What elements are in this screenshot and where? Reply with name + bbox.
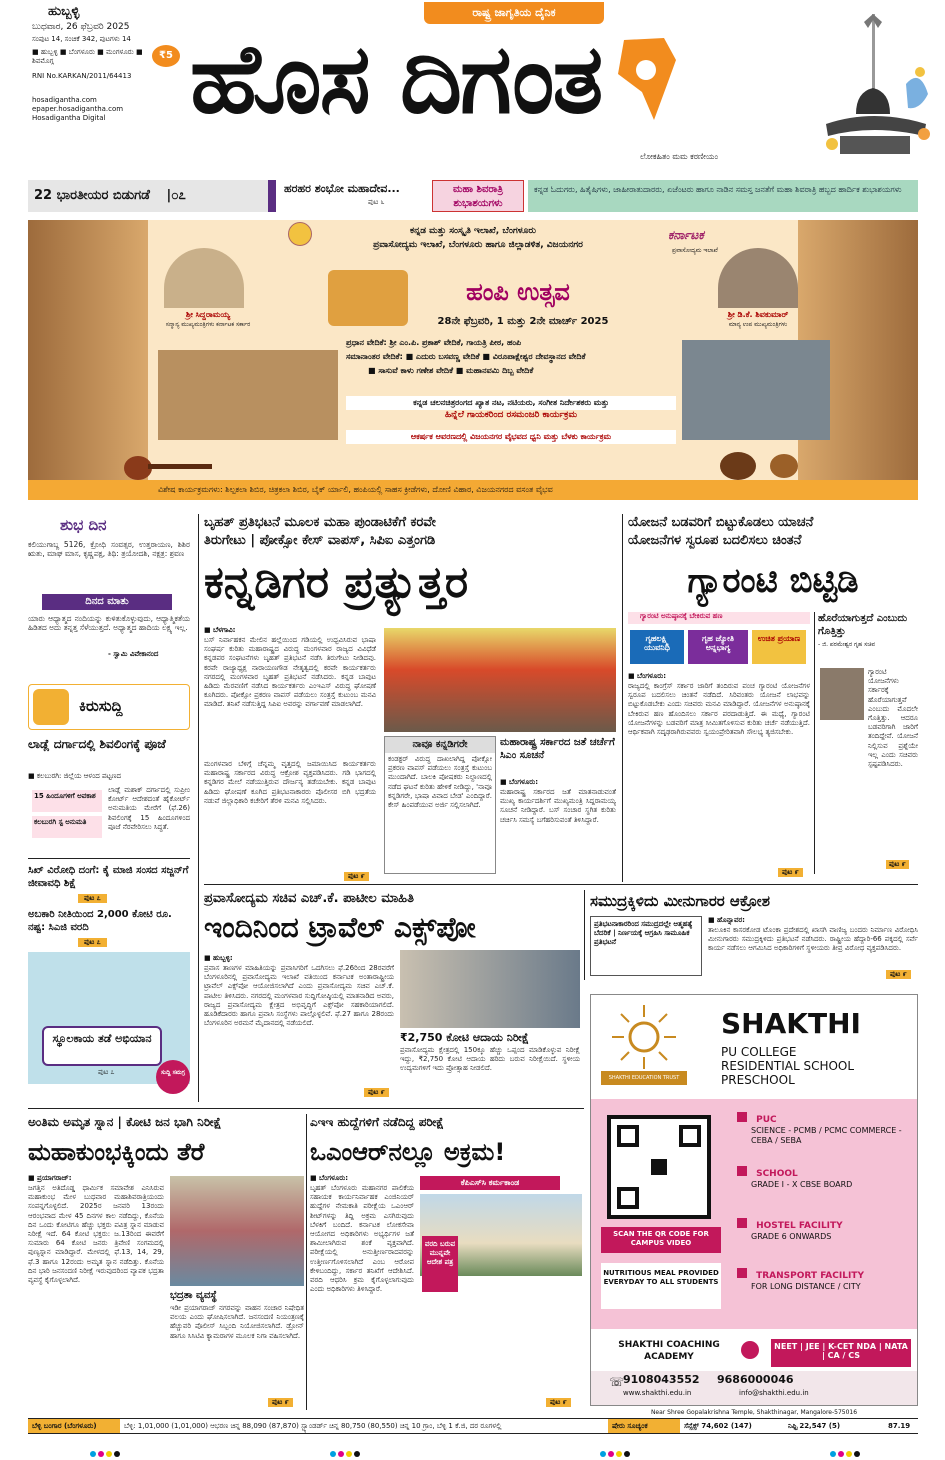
registration-marks <box>90 1442 122 1460</box>
transport-title: TRANSPORT FACILITY <box>756 1271 864 1281</box>
box-title: ನಾವೂ ಕನ್ನಡಿಗರೇ <box>385 737 495 753</box>
guarantee-logos <box>628 626 810 668</box>
kumbh-headline[interactable]: ಮಹಾಕುಂಭಕ್ಕಿಂದು ತೆರೆ <box>28 1138 205 1166</box>
travel-dateline: ■ ಹುಬ್ಬಳ್ಳಿ: <box>204 954 233 962</box>
omr-body2 <box>464 1280 582 1400</box>
kirusuddi-title: ಕಿರುಸುದ್ದಿ <box>79 697 123 715</box>
phone2[interactable]: 9686000046 <box>717 1373 794 1386</box>
banner-dept2: ಪ್ರವಾಸೋದ್ಯಮ ಇಲಾಖೆ, ಬೆಂಗಳೂರು ಹಾಗೂ ಜಿಲ್ಲಾಡಳಿತ, ವಿಜಯನಗರ <box>373 240 583 250</box>
check-icon <box>737 1166 747 1176</box>
omr-kicker: ಎಇಇ ಹುದ್ದೆಗಳಿಗೆ ನಡೆದಿದ್ದ ಪರೀಕ್ಷೆ <box>310 1115 444 1129</box>
shakthi-line3: PRESCHOOL <box>721 1073 795 1087</box>
lead-headline[interactable]: ಕನ್ನಡಿಗರ ಪ್ರತ್ಯುತ್ತರ <box>204 557 469 608</box>
stage-main: ಪ್ರಧಾನ ವೇದಿಕೆ: ಶ್ರೀ ಎಂ.ಪಿ. ಪ್ರಕಾಶ್ ವೇದಿಕೆ, ಗಾಯತ್ರಿ ಪೀಠ, ಹಂಪಿ <box>346 338 522 347</box>
shivalinga-icon <box>816 14 936 164</box>
rni: RNI No.KARKAN/2011/64413 <box>32 72 132 80</box>
shakthi-logo <box>601 1001 687 1087</box>
brand-logo: ಕರ್ನಾಟಕ <box>668 228 704 242</box>
logo-gruhalakshmi <box>630 630 684 664</box>
kirusuddi-box <box>28 684 190 730</box>
hostel-text: GRADE 6 ONWARDS <box>751 1232 832 1241</box>
travel-body: ಪ್ರವಾಸ ತಾಣಗಳ ಮಾಹಿತಿಯನ್ನು ಪ್ರವಾಸಿಗರಿಗೆ ಒದಗಿಸಲು ಫೆ.26ರಿಂದ 28ರವರೆಗೆ ಬೆಂಗಳೂರಿನಲ್ಲಿ ಪ್ರವಾಸೋದ್ಯಮ ಇಲಾಖೆ ವತಿಯಿಂದ ಕರ್ನಾಟಕ ಅಂತಾರಾಷ್ಟ್ರೀಯ ಟ್ರಾವೆಲ್ ಎಕ್ಸ್‌ಪೋ ಆಯೋಜಿಸಲಾಗಿದೆ ಎಂದು ಪ್ರವಾಸೋದ್ಯಮ ಸಚಿವ ಎಚ್.ಕೆ. ಪಾಟೀಲ ತಿಳಿಸಿದರು. ನಗರದಲ್ಲಿ ಮಂಗಳವಾರ ಸುದ್ದಿಗೋಷ್ಠಿಯಲ್ಲಿ ಮಾತನಾಡಿದ ಅವರು, ರಾಜ್ಯದ ಪ್ರವಾಸೋದ್ಯಮ ಕ್ಷೇತ್ರದ ಅಭಿವೃದ್ಧಿಗೆ ಎಕ್ಸ್‌ಪೋ ಸಹಕಾರಿಯಾಗಲಿದೆ. ಹೂಡಿಕೆದಾರರು ಹಾಗೂ ಪ್ರವಾಸಿ ಸಂಸ್ಥೆಗಳು ಪಾಲ್ಗೊಳ್ಳಲಿವೆ. ಫೆ.27 ಹಾಗೂ 28ರಂದು ಬೆಂಗಳೂರಿನ ಅರಮನೆ ಮೈದಾನದಲ್ಲಿ ನಡೆಯಲಿದೆ. <box>204 964 394 1028</box>
market-footer <box>28 1418 918 1434</box>
web-link[interactable]: www.shakthi.edu.in <box>623 1389 692 1397</box>
ticker-left-page: |೦೭ <box>166 188 186 203</box>
fest-dates: 28ನೇ ಫೆಬ್ರವರಿ, 1 ಮತ್ತು 2ನೇ ಮಾರ್ಚ್ 2025 <box>437 316 609 327</box>
phone1[interactable]: 9108043552 <box>623 1373 700 1386</box>
left-column <box>28 514 194 1102</box>
arrow-icon <box>741 1341 759 1359</box>
side-title: ಹೊರೆಯಾಗುತ್ತದೆ ಎಂಬುದು ಗೊತ್ತಿತ್ತು <box>818 613 908 637</box>
protest-photo <box>384 628 616 732</box>
kumbh-dateline: ■ ಪ್ರಯಾಗರಾಜ್: <box>28 1174 72 1182</box>
side-cont[interactable]: ಪುಟ ೯ <box>886 860 909 869</box>
obesity-title: ಸ್ಥೂಲಕಾಯ ತಡೆ ಅಭಿಯಾನ <box>42 1026 162 1066</box>
sun-logo-icon <box>601 1001 687 1071</box>
dcm-name: ಶ್ರೀ ಡಿ.ಕೆ. ಶಿವಕುಮಾರ್ <box>727 310 789 319</box>
kumbh-photo <box>170 1176 304 1286</box>
shakthi-line1: PU COLLEGE <box>721 1045 797 1059</box>
price-badge: ₹5 <box>152 45 180 67</box>
share-label: ಷೇರು ಸೂಚ್ಯಂಕ <box>608 1419 680 1433</box>
banner-dept: ಕನ್ನಡ ಮತ್ತು ಸಂಸ್ಕೃತಿ ಇಲಾಖೆ, ಬೆಂಗಳೂರು <box>410 226 536 236</box>
column-rule <box>584 890 585 980</box>
puc-text: SCIENCE - PCMB / PCMC COMMERCE - CEBA / SEBA <box>751 1126 902 1145</box>
fest-title: ಹಂಪಿ ಉತ್ಸವ <box>466 278 570 306</box>
shakthi-info-panel <box>591 1099 917 1329</box>
omr-cont[interactable]: ಪುಟ ೯ <box>546 1398 571 1407</box>
revenue-box <box>400 1030 580 1096</box>
travel-expo-story <box>204 890 580 1102</box>
fishermen-cont[interactable]: ಪುಟ ೯ <box>886 970 911 979</box>
guarantee-strip: ಗ್ಯಾರಂಟಿ ಅನುಷ್ಠಾನಕ್ಕೆ ಬೇಕಿರುವ ಹಣ <box>628 612 810 624</box>
website[interactable]: hosadigantha.com <box>32 96 97 104</box>
quote-text: ಯಾರು ಆಧ್ಯಾತ್ಮದ ನಂದಿಯನ್ನು ಕುಳಿತುಕೊಳ್ಳುವುದು, ಆಧ್ಯಾತ್ಮಿಕತೆಯ ಹಿಡಿತದ ಅದು ತನ್ನತ್ತ ಸೆಳೆಯುತ್ತದೆ. ಅಧ್ಯಾತ್ಮದ ಹಾದಿಯ ಲಕ್ಷ್ಯ ಇಲ್ಲ. <box>28 614 190 633</box>
omr-dateline: ■ ಬೆಂಗಳೂರು: <box>310 1174 348 1182</box>
side-by: - ಜಿ. ಪರಮೇಶ್ವರ ಗೃಹ ಸಚಿವ <box>818 641 876 648</box>
guarantee-kicker1: ಯೋಜನೆ ಬಡವರಿಗೆ ಬಿಟ್ಟುಕೊಡಲು ಯಾಚನೆ <box>628 515 814 530</box>
trust-label: SHAKTHI EDUCATION TRUST <box>601 1071 687 1085</box>
security-title: ಭದ್ರತಾ ವ್ಯವಸ್ಥೆ <box>170 1290 217 1301</box>
motto: ಲೋಕಹಿತಂ ಮಮ ಕರಣೀಯಂ <box>640 152 719 161</box>
lead-cont[interactable]: ಪುಟ ೯ <box>344 872 369 881</box>
parameshwar-photo <box>820 668 864 720</box>
ticker-mid-page: ಪುಟ ೬ <box>368 198 385 206</box>
transport-item <box>737 1263 913 1292</box>
logo3-text: ಗೃಹ ಜ್ಯೋತಿ <box>701 634 735 643</box>
guarantee-story <box>628 514 918 882</box>
city: ಹುಬ್ಬಳ್ಳಿ <box>48 4 80 19</box>
cm-directive-box <box>500 736 616 874</box>
naavu-kannadigare-box <box>384 736 496 874</box>
security-box <box>170 1290 304 1406</box>
shakthi-address: Near Shree Gopalakrishna Temple, Shakthinagar, Mangalore-575016 <box>650 1409 858 1416</box>
fishermen-headline[interactable]: ಸಮುದ್ರಕ್ಕಿಳಿದು ಮೀನುಗಾರರ ಆಕ್ರೋಶ <box>590 892 770 910</box>
dinada-maatu-title: ದಿನದ ಮಾತು <box>42 594 172 610</box>
hostel-item <box>737 1213 913 1242</box>
press-meet-photo <box>400 950 580 1028</box>
shakthi-name: SHAKTHI <box>721 1007 861 1040</box>
registration-marks <box>600 1442 632 1460</box>
tagline-top: ರಾಷ್ಟ್ರ ಜಾಗೃತಿಯ ದೈನಿಕ <box>424 2 604 24</box>
karnataka-emblem-icon <box>288 222 312 246</box>
shakthi-line2: RESIDENTIAL SCHOOL <box>721 1059 855 1073</box>
riot-headline[interactable]: ಸಿಖ್ ವಿರೋಧಿ ದಂಗೆ: ಕೈ ಮಾಜಿ ಸಂಸದ ಸಜ್ಜನ್‌ಗೆ ಜೀವಾವಧಿ ಶಿಕ್ಷೆ <box>28 865 189 889</box>
temple-image <box>158 350 338 440</box>
email-link[interactable]: info@shakthi.edu.in <box>739 1389 809 1397</box>
ticker-mid[interactable]: ಹರಹರ ಶಂಭೋ ಮಹಾದೇವ... <box>284 182 400 195</box>
guarantee-cont[interactable]: ಪುಟ ೯ <box>778 868 803 877</box>
fishermen-body: ತಾಲೂಕಿನ ಕಾಸರಕೋಡ ಟೊಂಕಾ ಪ್ರದೇಶದಲ್ಲಿ ಖಾಸಗಿ ವಾಣಿಜ್ಯ ಬಂದರು ನಿರ್ಮಾಣ ವಿರೋಧಿಸಿ ಮೀನುಗಾರರು ಸಮುದ್ರಕ್ಕಿಳಿದು ಪ್ರತಿಭಟನೆ ನಡೆಸಿದರು. ರಾಷ್ಟ್ರೀಯ ಹೆದ್ದಾರಿ-66 ಪಕ್ಕದಲ್ಲಿ ಸರ್ವೆ ಕಾರ್ಯ ನಡೆಸಲು ಆಗಮಿಸಿದ ಅಧಿಕಾರಿಗಳಿಗೆ ಸ್ಥಳೀಯರು ತೀವ್ರ ವಿರೋಧ ವ್ಯಕ್ತಪಡಿಸಿದರು. <box>708 926 918 953</box>
parameshwar-box <box>818 612 918 874</box>
omr-body: ಬೃಹತ್ ಬೆಂಗಳೂರು ಮಹಾನಗರ ಪಾಲಿಕೆಯ ಸಹಾಯಕ ಕಾರ್ಯನಿರ್ವಾಹಕ ಎಂಜಿನಿಯರ್ ಹುದ್ದೆಗಳ ನೇಮಕಾತಿ ಪರೀಕ್ಷೆಯ ಒಎಂಆರ್ ಶೀಟ್‌ಗಳನ್ನು ತಿದ್ದಿ ಅಕ್ರಮ ಎಸಗಿರುವುದು ಬೆಳಕಿಗೆ ಬಂದಿದೆ. ಕರ್ನಾಟಕ ಲೋಕಸೇವಾ ಆಯೋಗದ ಅಧಿಕಾರಿಗಳು ಅಭ್ಯರ್ಥಿಗಳ ಜತೆ ಶಾಮೀಲಾಗಿರುವ ಶಂಕೆ ವ್ಯಕ್ತವಾಗಿದೆ. ಪರೀಕ್ಷೆಯಲ್ಲಿ ಅನುತ್ತೀರ್ಣರಾದವರನ್ನು ಉತ್ತೀರ್ಣಗೊಳಿಸಲಾಗಿದೆ ಎಂಬ ಆರೋಪ ಕೇಳಿಬಂದಿದ್ದು, ಸರ್ಕಾರ ತನಿಖೆಗೆ ಆದೇಶಿಸಿದೆ. ವರದಿ ಆಧರಿಸಿ ಕ್ರಮ ಕೈಗೊಳ್ಳಲಾಗುವುದು ಎಂದು ಅಧಿಕಾರಿಗಳು ತಿಳಿಸಿದ್ದಾರೆ. <box>310 1184 414 1294</box>
kumbh-kicker: ಅಂತಿಮ ಅಮೃತ ಸ್ನಾನ | ಕೋಟಿ ಜನ ಭಾಗಿ ನಿರೀಕ್ಷೆ <box>28 1115 222 1129</box>
hampi-utsav-logo <box>328 270 408 326</box>
stage-parallel: ಸಮಾನಾಂತರ ವೇದಿಕೆ: ■ ಎದುರು ಬಸವಣ್ಣ ವೇದಿಕೆ ■ ವಿರೂಪಾಕ್ಷೇಶ್ವರ ದೇವಸ್ಥಾನದ ವೇದಿಕೆ <box>346 352 586 361</box>
section-rule <box>28 1108 584 1109</box>
column-rule <box>814 612 815 874</box>
cm-photo <box>164 248 244 308</box>
kirusuddi-icon <box>33 689 69 725</box>
shakthi-ad[interactable] <box>590 994 918 1406</box>
guarantee-kicker2: ಯೋಜನೆಗಳ ಸ್ವರೂಪ ಬದಲಿಸಲು ಚಿಂತನೆ <box>628 533 802 548</box>
column-rule <box>198 514 199 1102</box>
kpsc-tag: ಕೆಪಿಎಸ್‌ಸಿ ಕರ್ಮಕಾಂಡ <box>420 1176 560 1190</box>
academy-name: SHAKTHI COACHING ACADEMY <box>618 1340 720 1362</box>
program-line1: ಕನ್ನಡ ಚಲನಚಿತ್ರರಂಗದ ಖ್ಯಾತ ನಟ, ನಟಿಯರು, ಸಂಗೀತ ನಿರ್ದೇಶಕರು ಮತ್ತು <box>346 396 676 410</box>
epaper-link[interactable]: epaper.hosadigantha.com <box>32 105 124 113</box>
excise-headline[interactable]: ಅಬಕಾರಿ ನೀತಿಯಿಂದ 2,000 ಕೋಟಿ ರೂ. ನಷ್ಟ: ಸಿಎಜಿ ವರದಿ <box>28 909 172 933</box>
suddi-samagra-badge: ಸುದ್ದಿ ಸಮಗ್ರ <box>156 1060 190 1094</box>
side-title: ಮಹಾರಾಷ್ಟ್ರ ಸರ್ಕಾರದ ಜತೆ ಚರ್ಚೆಗೆ ಸಿಎಂ ಸೂಚನೆ <box>500 737 615 761</box>
issue: ಸಂಪುಟ 14, ಸಂಚಿಕೆ 342, ಪುಟಗಳು 14 <box>32 35 131 43</box>
lead-body2: ಮಂಗಳವಾರ ಬೆಳಿಗ್ಗೆ ಚೆನ್ನಮ್ಮ ವೃತ್ತದಲ್ಲಿ ಜಮಾಯಿಸಿದ ಕಾರ್ಯಕರ್ತರು ಮಹಾರಾಷ್ಟ್ರ ಸರ್ಕಾರದ ವಿರುದ್ಧ ಆಕ್ರೋಶ ವ್ಯಕ್ತಪಡಿಸಿದರು. ಗಡಿ ಭಾಗದಲ್ಲಿ ಕನ್ನಡಿಗರ ಮೇಲೆ ನಡೆಯುತ್ತಿರುವ ದೌರ್ಜನ್ಯ ತಡೆಯಬೇಕು. ಕನ್ನಡ ಬಾವುಟ ಹಿಡಿದು ಘೋಷಣೆ ಕೂಗಿದ ಪ್ರತಿಭಟನಾಕಾರರು ಪೊಲೀಸರ ಬಿಗಿ ಭದ್ರತೆಯ ನಡುವೆ ಜಿಲ್ಲಾಧಿಕಾರಿ ಕಚೇರಿಗೆ ತೆರಳಿ ಮನವಿ ಸಲ್ಲಿಸಿದರು. <box>204 760 376 805</box>
kiru-box1: 15 ಹಿಂದೂಗಳಿಗೆ ಅವಕಾಶ <box>32 790 102 812</box>
ticker-bar <box>28 180 918 212</box>
dcm-role: ಮಾನ್ಯ ಉಪ ಮುಖ್ಯಮಂತ್ರಿಗಳು <box>728 321 788 328</box>
travel-kicker: ಪ್ರವಾಸೋದ್ಯಮ ಸಚಿವ ಎಚ್.ಕೆ. ಪಾಟೀಲ ಮಾಹಿತಿ <box>204 891 414 906</box>
sitar-icon <box>118 438 218 486</box>
date: ಬುಧವಾರ, 26 ಫೆಬ್ರವರಿ 2025 <box>32 22 130 32</box>
lead-kicker2: ತಿರುಗೇಟು | ಪೋಕ್ಸೋ ಕೇಸ್ ವಾಪಸ್, ಸಿಪಿಐ ಎತ್ತಂಗಡಿ <box>204 533 436 548</box>
ticker-left[interactable] <box>28 180 268 212</box>
fishermen-story <box>590 890 918 980</box>
gold-label: ಬೆಳ್ಳಿ ಬಂಗಾರ (ಬೆಂಗಳೂರು) <box>28 1419 120 1433</box>
report-badge: ವರದಿ ಬರುವ ಮುನ್ನವೇ ಆದೇಶ ಪತ್ರ <box>422 1236 458 1292</box>
registration-marks <box>330 1442 362 1460</box>
side-text: ಮಹಾರಾಷ್ಟ್ರ ಸರ್ಕಾರದ ಜತೆ ಮಾತನಾಡುವಂತೆ ಮುಖ್ಯ ಕಾರ್ಯದರ್ಶಿಗೆ ಮುಖ್ಯಮಂತ್ರಿ ಸಿದ್ದರಾಮಯ್ಯ ಸೂಚನೆ ನೀಡಿದ್ದಾರೆ. ಬಸ್ ಸಂಚಾರ ಸ್ಥಗಿತ ಕುರಿತು ಚರ್ಚಿಸಿ ಸಮಸ್ಯೆ ಬಗೆಹರಿಸುವಂತೆ ತಿಳಿಸಿದ್ದಾರೆ. <box>500 788 616 824</box>
puc-title: PUC <box>756 1115 777 1125</box>
travel-headline[interactable]: ಇಂದಿನಿಂದ ಟ್ರಾವೆಲ್ ಎಕ್ಸ್‌ಪೋ <box>204 911 476 944</box>
panchanga-text: ಕಲಿಯುಗಾಬ್ದ 5126, ಕ್ರೋಧಿ ಸಂವತ್ಸರ, ಉತ್ತರಾಯಣ, ಶಿಶಿರ ಋತು, ಮಾಘ ಮಾಸ, ಕೃಷ್ಣಪಕ್ಷ, ತಿಥಿ: ತ್ರಯೋದಶಿ, ನಕ್ಷತ್ರ: ಶ್ರವಣ <box>28 540 190 559</box>
travel-cont[interactable]: ಪುಟ ೯ <box>364 1088 389 1097</box>
dcm-photo <box>718 248 798 308</box>
logo2-text: ಯುವನಿಧಿ <box>644 643 670 652</box>
lead-body1: ಬಸ್ ನಿರ್ವಾಹಕನ ಮೇಲಿನ ಹಲ್ಲೆಯಿಂದ ಗಡಿಯಲ್ಲಿ ಉದ್ಭವಿಸಿರುವ ಭಾಷಾ ಸಂಘರ್ಷ ಕುರಿತು ಮಹಾರಾಷ್ಟ್ರದ ವಿರುದ್ಧ ಮಂಗಳವಾರ ರಾಜ್ಯದ ವಿವಿಧೆಡೆ ಕನ್ನಡಪರ ಸಂಘಟನೆಗಳು ಬೃಹತ್ ಪ್ರತಿಭಟನೆ ನಡೆಸಿ ತಿರುಗೇಟು ನೀಡಿದವು. ಕರವೇ ರಾಜ್ಯಾಧ್ಯಕ್ಷ ನಾರಾಯಣಗೌಡ ನೇತೃತ್ವದಲ್ಲಿ ಕರವೇ ಕಾರ್ಯಕರ್ತರು ನಗರದಲ್ಲಿ ಮಂಗಳವಾರ ಬೃಹತ್ ಪ್ರತಿಭಟನೆ ನಡೆಸಿದರು. ಕನ್ನಡ ಬಾವುಟ ಹಿಡಿದು ಮೆರವಣಿಗೆ ನಡೆಸಿದ ಕಾರ್ಯಕರ್ತರು ಎಂಇಎಸ್ ವಿರುದ್ಧ ಘೋಷಣೆ ಕೂಗಿದರು. ಪೋಕ್ಸೋ ಪ್ರಕರಣ ವಾಪಸ್ ಪಡೆಯಲು ಸಂತ್ರಸ್ತೆ ಕುಟುಂಬ ಮನವಿ ಮಾಡಿದೆ. ತನಿಖೆ ನಡೆಸುತ್ತಿದ್ದ ಸಿಪಿಐ ಅವರನ್ನು ವರ್ಗಾವಣೆ ಮಾಡಲಾಗಿದೆ. <box>204 636 376 709</box>
puc-item <box>737 1107 913 1146</box>
shubha-dina-title: ಶುಭ ದಿನ <box>60 516 107 534</box>
lead-dateline: ■ ಬೆಳಗಾವಿ: <box>204 626 236 634</box>
kumbh-body: ಜಗತ್ತಿನ ಅತಿದೊಡ್ಡ ಧಾರ್ಮಿಕ ಸಮಾವೇಶ ಎನಿಸಿರುವ ಮಹಾಕುಂಭ ಮೇಳ ಬುಧವಾರ ಮಹಾಶಿವರಾತ್ರಿಯಂದು ಸಂಪನ್ನಗೊಳ್ಳಲಿದೆ. 2025ರ ಜನವರಿ 13ರಂದು ಆರಂಭವಾದ ಮೇಳ 45 ದಿನಗಳ ಕಾಲ ನಡೆದಿದ್ದು, ಕೊನೆಯ ದಿನ ಒಂದು ಕೋಟಿಗೂ ಹೆಚ್ಚು ಭಕ್ತರು ಪವಿತ್ರ ಸ್ನಾನ ಮಾಡುವ ನಿರೀಕ್ಷೆ ಇದೆ. 64 ಕೋಟಿ ಭಕ್ತರು: ಜ.13ರಿಂದ ಈವರೆಗೆ ಸುಮಾರು 64 ಕೋಟಿ ಜನರು ತ್ರಿವೇಣಿ ಸಂಗಮದಲ್ಲಿ ಪುಣ್ಯಸ್ನಾನ ಮಾಡಿದ್ದಾರೆ. ಮೇಳದಲ್ಲಿ ಫೆ.13, 14, 29, ಫೆ.3 ಹಾಗೂ 12ರಂದು ಅಮೃತ ಸ್ನಾನ ನಡೆದಿತ್ತು. ಕೊನೆಯ ದಿನ ಭಾರಿ ಜನಸಂದಣಿ ನಿರೀಕ್ಷೆ ಇರುವುದರಿಂದ ವ್ಯಾಪಕ ಭದ್ರತಾ ವ್ಯವಸ್ಥೆ ಕೈಗೊಳ್ಳಲಾಗಿದೆ. <box>28 1184 164 1285</box>
check-icon <box>737 1268 747 1278</box>
side-dateline: ■ ಬೆಂಗಳೂರು: <box>500 778 538 786</box>
omr-headline[interactable]: ಒಎಂಆರ್‌ನಲ್ಲೂ ಅಕ್ರಮ! <box>310 1138 506 1166</box>
lead-story <box>204 514 618 882</box>
check-icon <box>737 1112 747 1122</box>
stage-more: ■ ಸಾಸುವೆ ಕಾಳು ಗಣೇಶ ವೇದಿಕೆ ■ ಮಹಾನವಮಿ ದಿಬ್ಬ ವೇದಿಕೆ <box>368 366 534 375</box>
check-icon <box>737 1218 747 1228</box>
fishermen-box: ಪ್ರತಿಭಟನಾಕಾರರಿಂದ ಸಮುದ್ರದಲ್ಲೇ ಆತ್ಮಹತ್ಯೆ ಬೆದರಿಕೆ | ನಿರ್ಣಯಕ್ಕೆ ಆಗ್ರಹಿಸಿ ಸಾಮೂಹಿಕ ಪ್ರತಿಭಟನೆ <box>590 916 702 976</box>
qr-code[interactable] <box>607 1115 711 1219</box>
logo-gruhajyothi <box>688 630 748 664</box>
cm-name: ಶ್ರೀ ಸಿದ್ದರಾಮಯ್ಯ <box>185 310 231 319</box>
excise-page-tag: ಪುಟ ೭ <box>78 938 107 947</box>
contact-bar <box>591 1371 917 1405</box>
school-item <box>737 1161 913 1190</box>
launch-photo <box>682 340 830 440</box>
shivaratri-greeting-text: ಕನ್ನಡ ಓದುಗರು, ಹಿತೈಷಿಗಳು, ಜಾಹೀರಾತುದಾರರು, ಏಜೆಂಟರು ಹಾಗೂ ನಾಡಿನ ಸಮಸ್ತ ಜನತೆಗೆ ಮಹಾ ಶಿವರಾತ್ರಿ ಹಬ್ಬದ ಹಾರ್ದಿಕ ಶುಭಾಶಯಗಳು <box>528 180 918 212</box>
security-text: ಇಡೀ ಪ್ರಯಾಗರಾಜ್ ನಗರವನ್ನು ವಾಹನ ಸಂಚಾರ ನಿಷೇಧಿತ ವಲಯ ಎಂದು ಘೋಷಿಸಲಾಗಿದೆ. ಜನಸಂದಣಿ ನಿಯಂತ್ರಣಕ್ಕೆ ಹೆಚ್ಚುವರಿ ಪೊಲೀಸ್ ಸಿಬ್ಬಂದಿ ನಿಯೋಜಿಸಲಾಗಿದೆ. ಡ್ರೋನ್ ಹಾಗೂ ಸಿಸಿಟಿವಿ ಕ್ಯಾಮರಾಗಳ ಮೂಲಕ ನಿಗಾ ವಹಿಸಲಾಗಿದೆ. <box>170 1304 304 1340</box>
ticker-divider <box>268 180 276 212</box>
riot-page-tag: ಪುಟ ೭ <box>78 894 107 903</box>
digital-link[interactable]: Hosadigantha Digital <box>32 114 106 122</box>
box-text: ಕಂಡಕ್ಟರ್ ವಿರುದ್ಧ ದಾಖಲಾಗಿದ್ದ ಪೋಕ್ಸೋ ಪ್ರಕರಣ ವಾಪಸ್ ಪಡೆಯಲು ಸಂತ್ರಸ್ತೆ ಕುಟುಂಬ ಮುಂದಾಗಿದೆ. ಬಾಲಕಿ ಪೋಷಕರು ನಿಲ್ದಾಣದಲ್ಲಿ ನಡೆದ ಘಟನೆ ಕುರಿತು ಹೇಳಿಕೆ ನೀಡಿದ್ದು, 'ನಾವೂ ಕನ್ನಡಿಗರೇ, ಭಾಷಾ ವಿವಾದ ಬೇಡ' ಎಂದಿದ್ದಾರೆ. ಕೇಸ್ ಹಿಂಪಡೆಯುವ ಅರ್ಜಿ ಸಲ್ಲಿಸಲಾಗಿದೆ. <box>388 755 492 810</box>
lead-kicker1: ಬೃಹತ್ ಪ್ರತಿಭಟನೆ ಮೂಲಕ ಮಹಾ ಪುಂಡಾಟಿಕೆಗೆ ಕರವೇ <box>204 515 436 530</box>
logo-shakti: ಉಚಿತ ಪ್ರಯಾಣ <box>752 630 806 664</box>
registration-marks <box>830 1442 862 1460</box>
gold-rates: ಬೆಳ್ಳಿ: 1,01,000 (1,01,000) ಆಭರಣ ಚಿನ್ನ 88,090 (87,870) ಸ್ಟ್ಯಾಂಡರ್ಡ್ ಚಿನ್ನ 80,750 (80,550) ಚಿನ್ನ 10 ಗ್ರಾಂ, ಬೆಳ್ಳಿ 1 ಕೆ.ಜಿ, ದರ ರೂಗಳಲ್ಲಿ <box>124 1422 502 1430</box>
qr-caption: SCAN THE QR CODE FOR CAMPUS VIDEO <box>601 1227 721 1253</box>
special-programs: ವಿಶೇಷ ಕಾರ್ಯಕ್ರಮಗಳು: ಶಿಲ್ಪಕಲಾ ಶಿಬಿರ, ಚಿತ್ರಕಲಾ ಶಿಬಿರ, ಬೈಕ್ ರ್ಯಾಲಿ, ಹಂಪಿಯಲ್ಲಿ ಸಾಹಸ ಕ್ರೀಡೆಗಳು, ದೋಣಿ ವಿಹಾರ, ವಿಜಯನಗರದ ವಸಂತ ವೈಭವ <box>28 480 918 500</box>
revenue-text: ಪ್ರವಾಸೋದ್ಯಮ ಕ್ಷೇತ್ರದಲ್ಲಿ 150ಕ್ಕೂ ಹೆಚ್ಚು ಒಪ್ಪಂದ ಮಾಡಿಕೊಳ್ಳುವ ನಿರೀಕ್ಷೆ ಇದ್ದು, ₹2,750 ಕೋಟಿ ಆದಾಯ ಹರಿದು ಬರುವ ನಿರೀಕ್ಷೆಯಿದೆ. ಸ್ಥಳೀಯ ಉದ್ಯಮಗಳಿಗೆ ಇದು ಪ್ರೋತ್ಸಾಹ ನೀಡಲಿದೆ. <box>400 1046 580 1073</box>
program-line3: ಆಕರ್ಷಕ ಆವರಣದಲ್ಲಿ ವಿಜಯನಗರ ವೈಭವದ ಧ್ವನಿ ಮತ್ತು ಬೆಳಕು ಕಾರ್ಯಕ್ರಮ <box>346 430 676 444</box>
side-text: ಗ್ಯಾರಂಟಿ ಯೋಜನೆಗಳು ಸರ್ಕಾರಕ್ಕೆ ಹೊರೆಯಾಗುತ್ತವೆ ಎಂಬುದು ಮೊದಲೇ ಗೊತ್ತಿತ್ತು. ಆದರೂ ಬಡವರಿಗಾಗಿ ಜಾರಿಗೆ ತಂದಿದ್ದೇವೆ. ಯೋಜನೆ ನಿಲ್ಲಿಸುವ ಪ್ರಶ್ನೆಯೇ ಇಲ್ಲ ಎಂದು ಸಚಿವರು ಸ್ಪಷ್ಟಪಡಿಸಿದರು. <box>868 668 918 769</box>
fishermen-dateline: ■ ಹೊನ್ನಾವರ: <box>708 916 745 924</box>
obesity-page: ಪುಟ ೭ <box>98 1068 115 1076</box>
masthead <box>0 0 945 180</box>
kiru-dateline: ■ ಕಲಬುರಗಿ: ಜಿಲ್ಲೆಯ ಆಳಂದ ಪಟ್ಟಣದ <box>28 772 121 780</box>
guarantee-dateline: ■ ಬೆಂಗಳೂರು: <box>628 672 666 680</box>
newspaper-logo: ಹೊಸ ದಿಗಂತ <box>190 23 602 135</box>
school-text: GRADE I - X CBSE BOARD <box>751 1180 853 1189</box>
shivaratri-greeting-title: ಮಹಾ ಶಿವರಾತ್ರಿ ಶುಭಾಶಯಗಳು <box>432 180 524 212</box>
kiru-text: ಲಾಡ್ಲೆ ಮಶಾಕ್ ದರ್ಗಾದಲ್ಲಿ ಸುಪ್ರೀಂ ಕೋರ್ಟ್ ಆದೇಶದಂತೆ ಹೈಕೋರ್ಟ್ ಅನುಮತಿಯ ಮೇರೆಗೆ (ಫೆ.26) ಶಿವಲಿಂಗಕ್ಕೆ 15 ಹಿಂದೂಗಳಿಂದ ಪೂಜೆ ನೆರವೇರಿಸಲು ಸಿದ್ಧತೆ. <box>108 786 190 831</box>
kiru-box2: ಕಲಬುರಗಿ ಸ್ಟ ಅನುಮತಿ <box>32 816 102 838</box>
india-map-icon <box>604 30 684 126</box>
meal-box: NUTRITIOUS MEAL PROVIDED EVERYDAY TO ALL STUDENTS <box>601 1263 721 1309</box>
nifty: ನಿಫ್ಟಿ 22,547 (5) <box>788 1422 841 1430</box>
program-line2: ಹಿನ್ನೆಲೆ ಗಾಯಕರಿಂದ ರಸಮಂಜರಿ ಕಾರ್ಯಕ್ರಮ <box>444 410 578 420</box>
kiru-headline[interactable]: ಲಾಡ್ಲೆ ದರ್ಗಾದಲ್ಲಿ ಶಿವಲಿಂಗಕ್ಕೆ ಪೂಜೆ <box>28 737 166 751</box>
section-rule <box>204 884 918 885</box>
logo4-text: ಅನ್ನಭಾಗ್ಯ <box>705 643 731 652</box>
ticker-left-text: 22 ಭಾರತೀಯರ ಬಿಡುಗಡೆ <box>34 188 150 203</box>
column-rule <box>306 1114 307 1410</box>
logo1-text: ಗೃಹಲಕ್ಷ್ಮಿ <box>645 634 669 643</box>
usd-rate: 87.19 <box>888 1422 911 1430</box>
academy-courses: NEET | JEE | K-CET NDA | NATA | CA / CS <box>771 1339 911 1367</box>
revenue-title: ₹2,750 ಕೋಟಿ ಆದಾಯ ನಿರೀಕ್ಷೆ <box>400 1031 529 1044</box>
sensex: ಸೆನ್ಸೆಕ್ಸ್ 74,602 (147) <box>684 1422 752 1430</box>
hostel-title: HOSTEL FACILITY <box>756 1221 843 1231</box>
editions: ■ ಹುಬ್ಬಳ್ಳಿ ■ ಬೆಂಗಳೂರು ■ ಮಂಗಳೂರು ■ ಶಿವಮೊಗ್ಗ <box>32 48 143 65</box>
quote-author: - ಸ್ವಾಮಿ ವಿವೇಕಾನಂದ <box>108 650 159 658</box>
school-title: SCHOOL <box>756 1169 798 1179</box>
hampi-utsav-banner[interactable] <box>28 220 918 500</box>
cm-role: ಸನ್ಮಾನ್ಯ ಮುಖ್ಯಮಂತ್ರಿಗಳು ಕರ್ನಾಟಕ ಸರ್ಕಾರ <box>165 321 251 328</box>
guarantee-body: ರಾಜ್ಯದಲ್ಲಿ ಕಾಂಗ್ರೆಸ್ ಸರ್ಕಾರ ಜಾರಿಗೆ ತಂದಿರುವ ಪಂಚ ಗ್ಯಾರಂಟಿ ಯೋಜನೆಗಳ ಸ್ವರೂಪ ಬದಲಿಸಲು ಚಿಂತನೆ ನಡೆದಿದೆ. ಸಿರಿವಂತರು ಯೋಜನೆ ಲಾಭವನ್ನು ಬಿಟ್ಟುಕೊಡಬೇಕು ಎಂದು ಸಚಿವರು ಮನವಿ ಮಾಡಿದ್ದಾರೆ. ಯೋಜನೆಗಳ ಅನುಷ್ಠಾನಕ್ಕೆ ಬೇಕಿರುವ ಹಣ ಹೊಂದಿಸಲು ಸರ್ಕಾರ ಪರದಾಡುತ್ತಿದೆ. ಈ ಮಧ್ಯೆ, ಗ್ಯಾರಂಟಿ ಯೋಜನೆಗಳನ್ನು ಬಡವರಿಗೆ ಮಾತ್ರ ಸೀಮಿತಗೊಳಿಸುವ ಕುರಿತು ಚರ್ಚೆ ನಡೆಯುತ್ತಿದೆ. ಆರ್ಥಿಕವಾಗಿ ಸದೃಢರಾಗಿರುವವರು ಸ್ವಯಂಪ್ರೇರಿತವಾಗಿ ಸೌಲಭ್ಯ ತ್ಯಜಿಸಬೇಕು. <box>628 682 810 737</box>
kumbh-story <box>28 1114 304 1410</box>
kumbh-cont[interactable]: ಪುಟ ೯ <box>268 1398 293 1407</box>
omr-story <box>310 1114 582 1410</box>
divider <box>28 858 190 859</box>
brand-sub: ಪ್ರವಾಸೋದ್ಯಮ ಇಲಾಖೆ <box>672 247 718 254</box>
transport-text: FOR LONG DISTANCE / CITY <box>751 1282 861 1291</box>
column-rule <box>622 514 623 882</box>
guarantee-headline[interactable]: ಗ್ಯಾರಂಟಿ ಬಿಟ್ಟಿಡಿ <box>687 561 859 601</box>
phone-icon: ☏ <box>609 1375 625 1389</box>
